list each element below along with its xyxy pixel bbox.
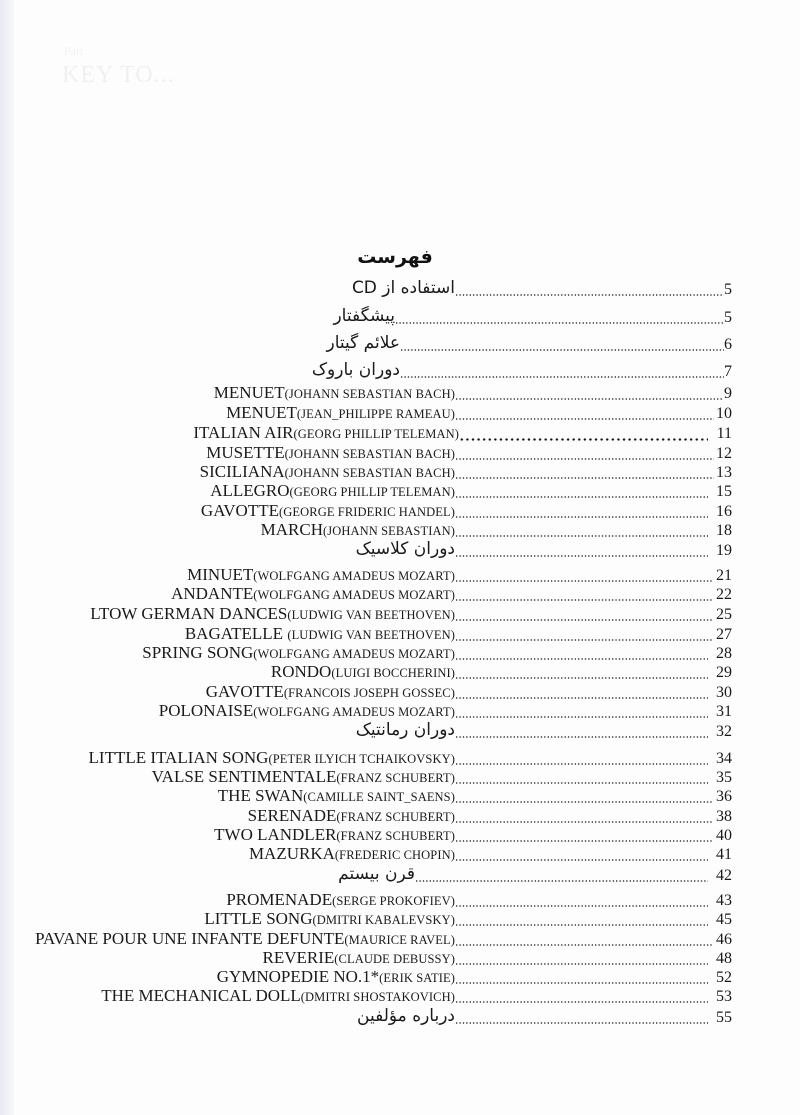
composer-name: (DMITRI KABALEVSKY) xyxy=(312,913,455,927)
dot-leader xyxy=(455,763,708,765)
toc-entry[interactable] xyxy=(0,845,800,865)
toc-entry-title xyxy=(356,720,455,742)
page-number: 27 xyxy=(716,626,732,643)
dot-leader xyxy=(455,555,708,557)
toc-entry-title xyxy=(201,501,455,522)
piece-title: GAVOTTE xyxy=(200,501,279,520)
dot-leader xyxy=(459,438,708,441)
toc-entry-title xyxy=(327,333,400,355)
page-number: 15 xyxy=(716,483,732,500)
toc-entry[interactable] xyxy=(0,683,800,703)
piece-title: ANDANTE xyxy=(171,584,254,603)
composer-name: (LUDWIG VAN BEETHOVEN) xyxy=(287,628,455,642)
composer-name: (JOHANN SEBASTIAN BACH) xyxy=(284,466,455,480)
dot-leader xyxy=(455,398,722,400)
composer-name: (JOHANN SEBASTIAN BACH) xyxy=(284,447,455,461)
dot-leader xyxy=(455,599,713,601)
piece-title: MENUET xyxy=(226,403,297,422)
dot-leader xyxy=(455,658,708,660)
dot-leader xyxy=(455,821,713,823)
piece-title: قرن بیستم xyxy=(338,864,415,884)
toc-entry-title xyxy=(206,682,455,703)
toc-entry-title xyxy=(356,539,455,561)
page-number: 16 xyxy=(716,503,732,520)
page-number: 13 xyxy=(716,464,732,481)
piece-title: LTOW GERMAN DANCES xyxy=(90,604,288,623)
composer-name: (JEAN_PHILIPPE RAMEAU) xyxy=(296,407,455,421)
dot-leader xyxy=(455,801,713,803)
composer-name: (CAMILLE SAINT_SAENS) xyxy=(303,790,455,804)
toc-entry[interactable] xyxy=(0,521,800,541)
toc-entry[interactable] xyxy=(0,541,800,561)
dot-leader xyxy=(455,736,708,738)
toc-entry[interactable] xyxy=(0,463,800,483)
toc-entry-title xyxy=(214,825,455,846)
piece-title: دوران رمانتیک xyxy=(355,720,455,740)
dot-leader xyxy=(455,294,724,296)
composer-name: (LUIGI BOCCHERINI) xyxy=(331,666,455,680)
composer-name: (WOLFGANG AMADEUS MOZART) xyxy=(253,647,455,661)
toc-entry[interactable] xyxy=(0,749,800,769)
toc-entry[interactable] xyxy=(0,566,800,586)
toc-entry-title xyxy=(218,786,455,807)
toc-entry[interactable] xyxy=(0,722,800,742)
piece-title: MENUET xyxy=(213,383,285,402)
dot-leader xyxy=(455,840,713,842)
toc-entry[interactable] xyxy=(0,1008,800,1028)
toc-entry-title xyxy=(142,643,455,664)
toc-entry[interactable] xyxy=(0,663,800,683)
dot-leader xyxy=(395,322,724,324)
piece-title: REVERIE xyxy=(262,948,335,967)
dot-leader xyxy=(455,924,708,926)
toc-entry-title xyxy=(312,360,400,382)
page-number: 35 xyxy=(716,769,732,786)
page-number: 38 xyxy=(716,808,732,825)
toc-entry[interactable] xyxy=(0,482,800,502)
piece-title: MUSETTE xyxy=(206,443,285,462)
page-number: 55 xyxy=(716,1009,732,1026)
dot-leader xyxy=(415,880,708,882)
piece-title: BAGATELLE xyxy=(184,624,288,643)
dot-leader xyxy=(455,905,708,907)
toc-entry[interactable] xyxy=(0,308,800,328)
composer-name: (FRANCOIS JOSEPH GOSSEC) xyxy=(283,686,455,700)
page-number: 36 xyxy=(716,788,732,805)
show-through-text-small: Part xyxy=(64,44,84,58)
piece-title: LITTLE SONG xyxy=(204,909,313,928)
piece-title: علائم گیتار xyxy=(326,333,400,353)
piece-title: ITALIAN AIR xyxy=(193,423,294,442)
toc-entry-title xyxy=(271,662,455,683)
composer-name: (FRANZ SCHUBERT) xyxy=(336,771,455,785)
piece-title: SERENADE xyxy=(247,806,337,825)
toc-entry[interactable] xyxy=(0,968,800,988)
page-number: 42 xyxy=(716,867,732,884)
toc-entry-title xyxy=(193,423,459,444)
page-number: 52 xyxy=(716,969,732,986)
piece-title: POLONAISE xyxy=(158,701,254,720)
dot-leader xyxy=(400,376,724,378)
composer-name: (ERIK SATIE) xyxy=(379,971,455,985)
toc-entry-title xyxy=(226,890,455,911)
toc-entry[interactable] xyxy=(0,404,800,424)
page-number: 32 xyxy=(716,723,732,740)
toc-entry[interactable] xyxy=(0,826,800,846)
toc-entry[interactable] xyxy=(0,280,800,300)
page-number: 7 xyxy=(724,363,732,380)
composer-name: (CLAUDE DEBUSSY) xyxy=(334,952,455,966)
composer-name: (PETER ILYICH TCHAIKOVSKY) xyxy=(268,752,455,766)
piece-title: THE SWAN xyxy=(217,786,304,805)
composer-name: (WOLFGANG AMADEUS MOZART) xyxy=(253,588,455,602)
toc-entry-title xyxy=(249,844,455,865)
toc-entry[interactable] xyxy=(0,362,800,382)
piece-title: SPRING SONG xyxy=(142,643,254,662)
piece-title: PROMENADE xyxy=(226,890,333,909)
toc-entry-title xyxy=(352,278,455,300)
toc-entry[interactable] xyxy=(0,644,800,664)
page-number: 40 xyxy=(716,827,732,844)
toc-title: فهرست xyxy=(357,246,433,268)
dot-leader xyxy=(455,944,713,946)
toc-entry[interactable] xyxy=(0,424,800,444)
toc-entry[interactable] xyxy=(0,605,800,625)
piece-title: GAVOTTE xyxy=(205,682,284,701)
piece-title: دوران باروک xyxy=(311,360,400,380)
piece-title: THE MECHANICAL DOLL xyxy=(101,986,301,1005)
toc-entry-title xyxy=(214,383,455,404)
toc-entry[interactable] xyxy=(0,787,800,807)
dot-leader xyxy=(455,619,713,621)
piece-title: SICILIANA xyxy=(199,462,285,481)
dot-leader xyxy=(455,1001,708,1003)
piece-title: درباره مؤلفین xyxy=(357,1006,455,1026)
piece-title: MINUET xyxy=(187,565,254,584)
dot-leader xyxy=(455,477,714,479)
piece-title: ALLEGRO xyxy=(210,481,290,500)
page-number: 25 xyxy=(716,606,732,623)
piece-title: MARCH xyxy=(260,520,323,539)
toc-entry[interactable] xyxy=(0,502,800,522)
toc-entry[interactable] xyxy=(0,444,800,464)
composer-name: (JOHANN SEBASTIAN BACH) xyxy=(284,387,455,401)
composer-name: (GEORGE FRIDERIC HANDEL) xyxy=(279,505,455,519)
page-number: 46 xyxy=(716,931,732,948)
toc-entry-title xyxy=(101,986,455,1007)
composer-name: (GEORG PHILLIP TELEMAN) xyxy=(289,485,455,499)
composer-name: (WOLFGANG AMADEUS MOZART) xyxy=(253,705,455,719)
dot-leader xyxy=(455,697,708,699)
dot-leader xyxy=(455,677,708,679)
page-number: 34 xyxy=(716,750,732,767)
toc-entry[interactable] xyxy=(0,702,800,722)
page-number: 29 xyxy=(716,664,732,681)
toc-entry-title xyxy=(159,701,455,722)
piece-title: LITTLE ITALIAN SONG xyxy=(88,748,269,767)
piece-title: دوران کلاسیک xyxy=(355,539,455,559)
toc-entry-title xyxy=(210,481,455,502)
dot-leader xyxy=(455,639,713,641)
toc-entry-title xyxy=(338,864,415,886)
page-number: 5 xyxy=(724,309,732,326)
dot-leader xyxy=(455,516,708,518)
page-number: 5 xyxy=(724,281,732,298)
dot-leader xyxy=(455,535,708,537)
toc-entry-title xyxy=(90,604,455,625)
toc-entry-title xyxy=(206,443,455,464)
toc-entry[interactable] xyxy=(0,930,800,950)
dot-leader xyxy=(400,349,724,351)
page-number: 18 xyxy=(716,522,732,539)
toc-entry-title xyxy=(357,1006,455,1028)
piece-title: PAVANE POUR UNE INFANTE DEFUNTE xyxy=(35,929,345,948)
toc-entry-title xyxy=(152,767,455,788)
dot-leader xyxy=(455,782,708,784)
dot-leader xyxy=(455,982,708,984)
toc-entry-title xyxy=(204,909,455,930)
composer-name: (FRANZ SCHUBERT) xyxy=(336,810,455,824)
page-number: 19 xyxy=(716,542,732,559)
dot-leader xyxy=(455,716,708,718)
composer-name: (FRANZ SCHUBERT) xyxy=(336,829,455,843)
dot-leader xyxy=(455,1022,708,1024)
toc-entry[interactable] xyxy=(0,987,800,1007)
page-number: 43 xyxy=(716,892,732,909)
toc-entry[interactable] xyxy=(0,866,800,886)
toc-entry[interactable] xyxy=(0,891,800,911)
dot-leader xyxy=(455,496,708,498)
toc-entry[interactable] xyxy=(0,625,800,645)
composer-name: (LUDWIG VAN BEETHOVEN) xyxy=(287,608,455,622)
toc-entry-title xyxy=(171,584,455,605)
toc-entry-title xyxy=(200,462,455,483)
composer-name: (FREDERIC CHOPIN) xyxy=(334,848,455,862)
piece-title: VALSE SENTIMENTALE xyxy=(151,767,337,786)
dot-leader xyxy=(455,963,708,965)
dot-leader xyxy=(455,859,708,861)
dot-leader xyxy=(455,580,713,582)
toc-entry-title xyxy=(226,403,455,424)
page-number: 22 xyxy=(716,586,732,603)
toc-entry[interactable] xyxy=(0,585,800,605)
toc-entry-title xyxy=(187,565,455,586)
dot-leader xyxy=(455,418,714,420)
page-number: 28 xyxy=(716,645,732,662)
toc-entry-title xyxy=(89,748,455,769)
page-number: 41 xyxy=(716,846,732,863)
toc-entry-title xyxy=(185,624,455,645)
page-number: 53 xyxy=(716,988,732,1005)
toc-entry-title xyxy=(217,967,455,988)
toc-entry[interactable] xyxy=(0,949,800,969)
composer-name: (MAURICE RAVEL) xyxy=(344,933,455,947)
composer-name: (JOHANN SEBASTIAN) xyxy=(322,524,455,538)
page-number: 9 xyxy=(724,385,732,402)
toc-entry-title xyxy=(333,306,395,328)
toc-entry-title xyxy=(261,520,455,541)
page-number: 31 xyxy=(716,703,732,720)
piece-title: TWO LANDLER xyxy=(214,825,337,844)
toc-entry[interactable] xyxy=(0,335,800,355)
piece-title: استفاده از CD xyxy=(351,278,455,298)
dot-leader xyxy=(455,458,714,460)
toc-entry[interactable] xyxy=(0,384,800,404)
piece-title: پیشگفتار xyxy=(333,306,395,326)
page-number: 10 xyxy=(716,405,732,422)
page-number: 12 xyxy=(716,445,732,462)
page-number: 21 xyxy=(716,567,732,584)
composer-name: (DMITRI SHOSTAKOVICH) xyxy=(300,990,455,1004)
page-number: 6 xyxy=(724,336,732,353)
piece-title: RONDO xyxy=(270,662,332,681)
composer-name: (GEORG PHILLIP TELEMAN) xyxy=(293,427,459,441)
toc-entry[interactable] xyxy=(0,807,800,827)
piece-title: GYMNOPEDIE NO.1* xyxy=(216,967,380,986)
toc-entry[interactable] xyxy=(0,910,800,930)
show-through-text: KEY TO... xyxy=(62,62,175,88)
toc-entry-title xyxy=(263,948,455,969)
page-number: 45 xyxy=(716,911,732,928)
piece-title: MAZURKA xyxy=(248,844,335,863)
page-number: 48 xyxy=(716,950,732,967)
composer-name: (WOLFGANG AMADEUS MOZART) xyxy=(253,569,455,583)
toc-entry-title xyxy=(248,806,455,827)
page-number: 30 xyxy=(716,684,732,701)
toc-entry-title xyxy=(35,929,455,950)
toc-entry[interactable] xyxy=(0,768,800,788)
page-number: 11 xyxy=(716,425,732,442)
composer-name: (SERGE PROKOFIEV) xyxy=(332,894,455,908)
